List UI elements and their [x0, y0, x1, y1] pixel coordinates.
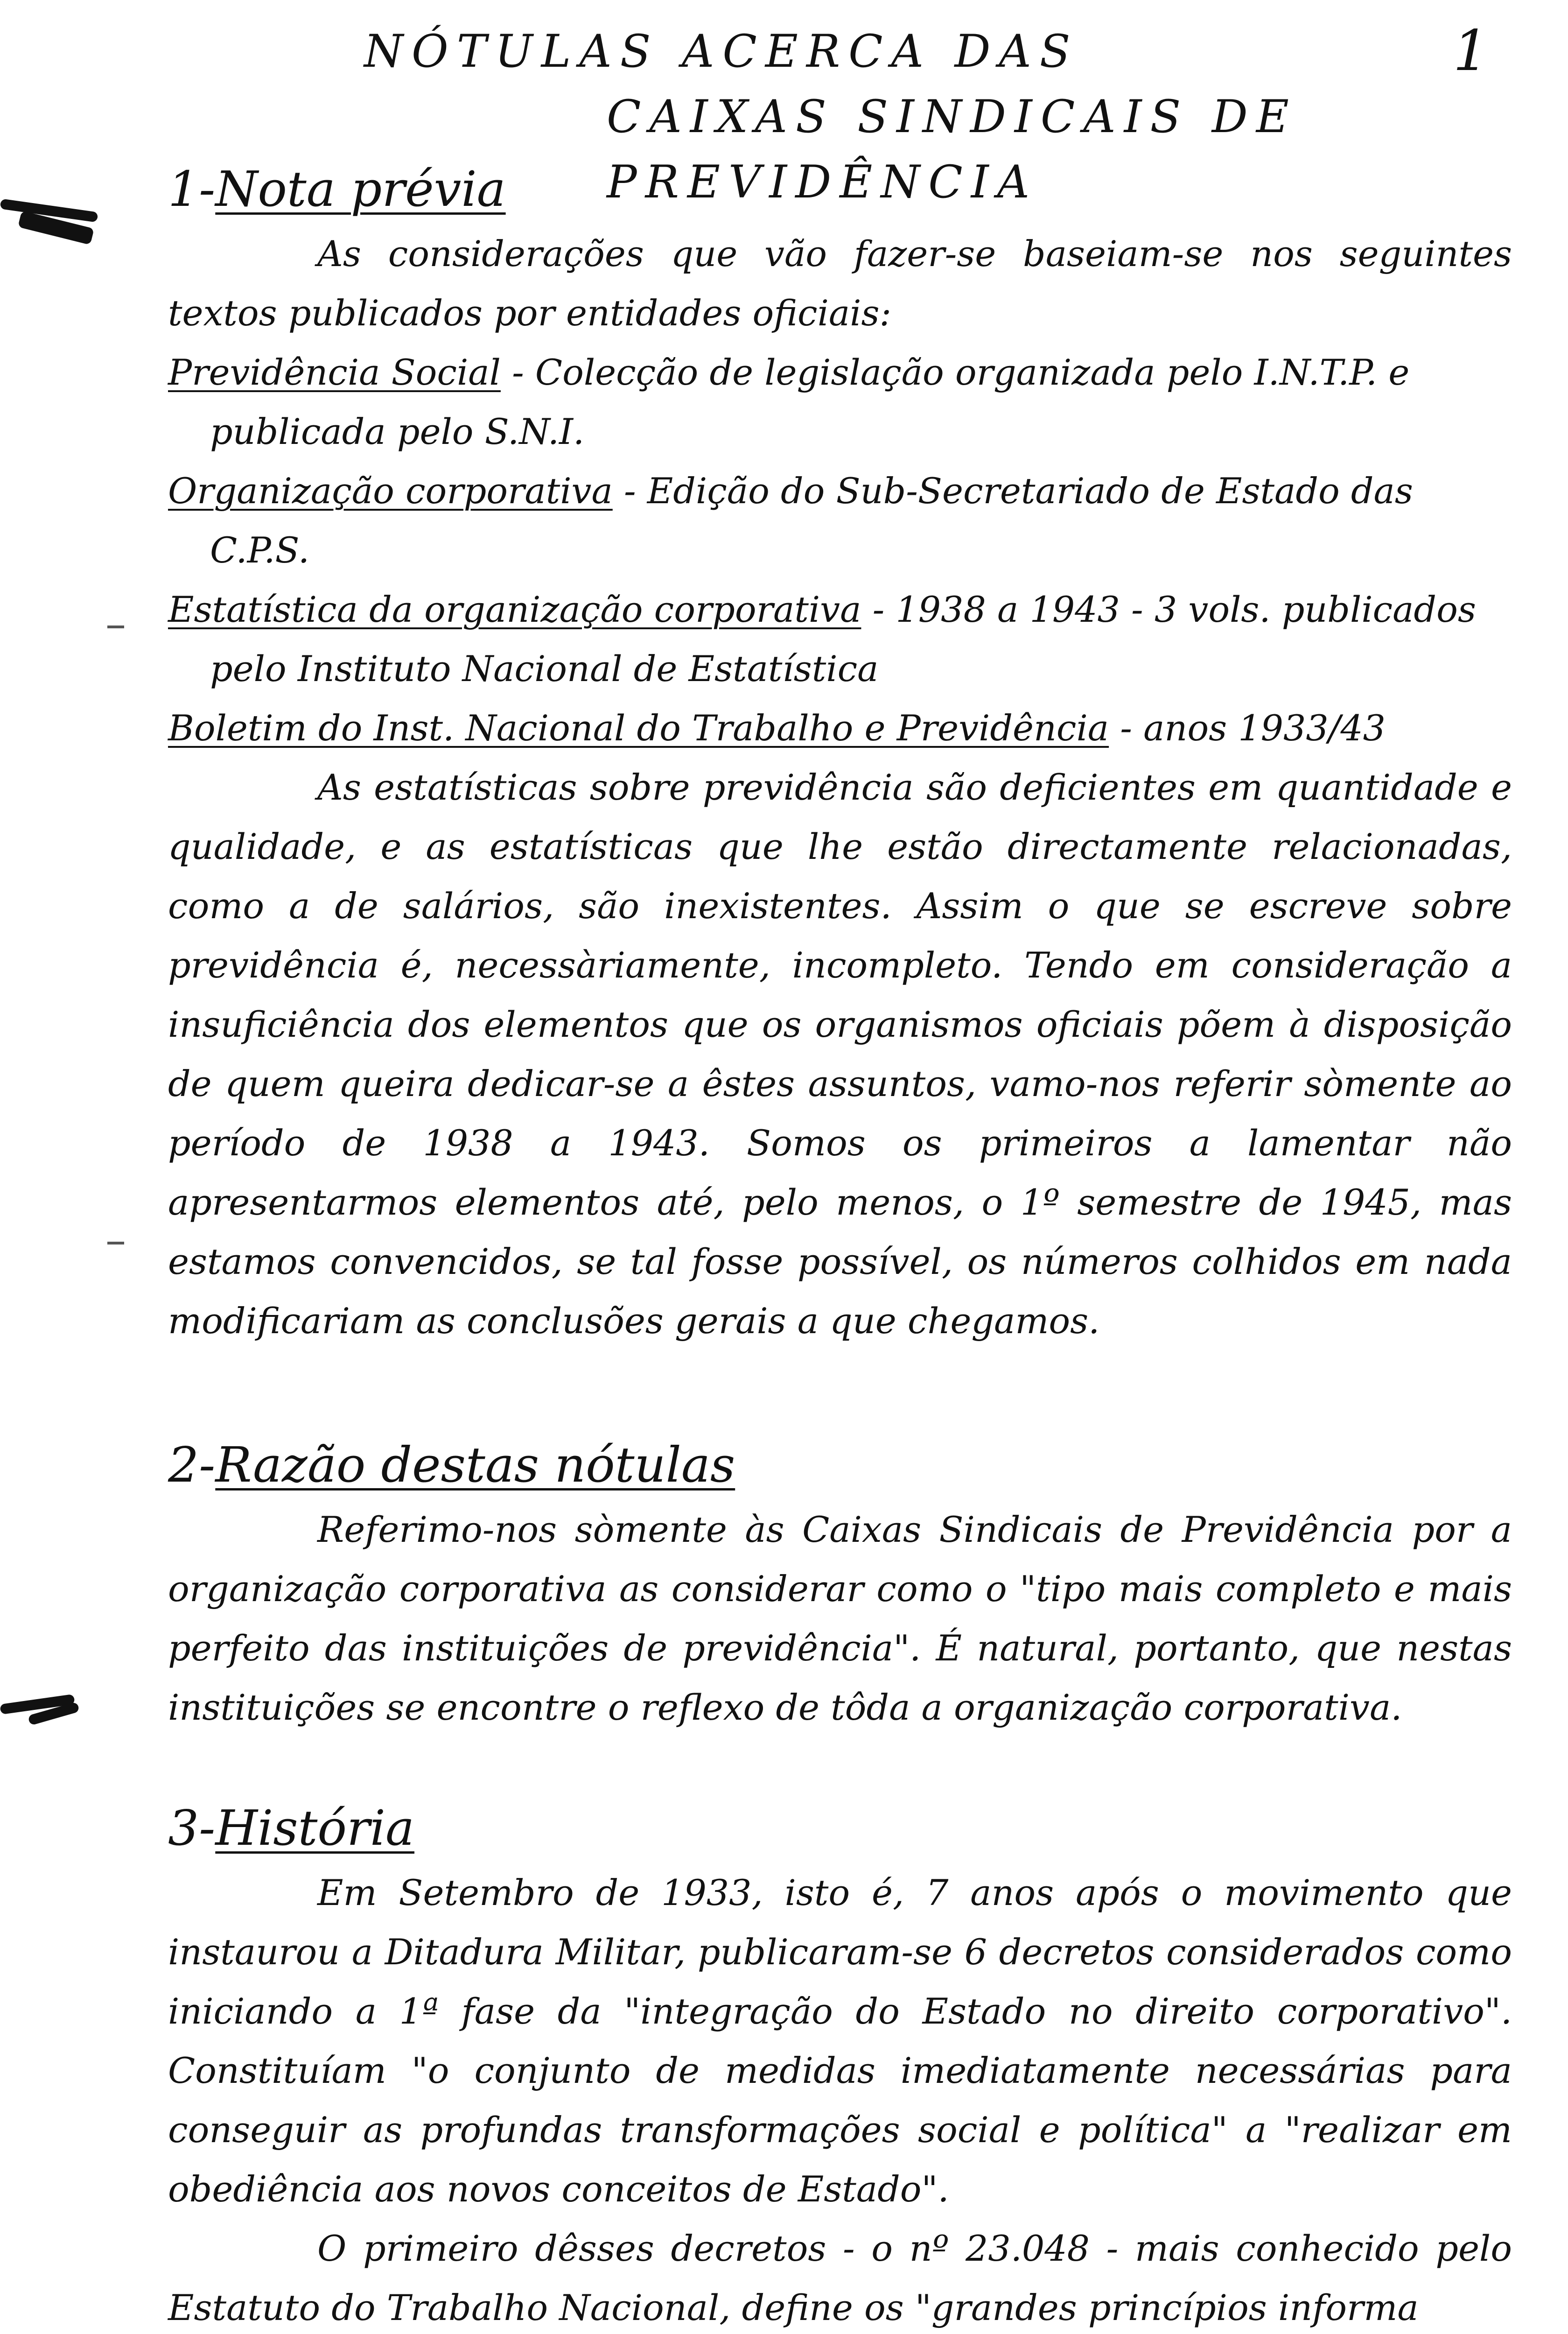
section-spacer: [168, 1350, 1512, 1430]
section-number: 3-: [168, 1800, 216, 1856]
margin-tick: [107, 626, 124, 628]
document-body: [168, 154, 1512, 2334]
source-title: Boletim do Inst. Nacional do Trabalho e Previdência: [168, 707, 1109, 749]
source-item: [168, 461, 1512, 580]
source-item: [168, 343, 1512, 461]
source-title: Organização corporativa: [168, 470, 613, 512]
source-detail: - 1938 a 1943 - 3 vols. publicados pelo Instituto Nacional de Estatística: [210, 589, 1476, 689]
section-title: História: [215, 1800, 415, 1856]
section-historia: [168, 1793, 1512, 2334]
section-paragraph: O primeiro dêsses decretos - o nº 23.048 - mais conhecido pelo Estatuto do Trabalho Nacional, define os "grandes princípios informa: [168, 2228, 1512, 2328]
section-paragraph: Referimo-nos sòmente às Caixas Sindicais de Previdência por a organização corporativa as considerar como o "tipo mais completo e mais perfeito das instituições de previdência". É natural, portanto, que nestas instituições se encontre o reflexo de tôda a organização corporativa.: [168, 1509, 1512, 1728]
title-line-2: CAIXAS SINDICAIS DE PREVIDÊNCIA: [607, 91, 1297, 208]
margin-tick: [107, 1242, 124, 1244]
source-detail: - anos 1933/43: [1109, 707, 1386, 749]
source-detail: - Edição do Sub-Secretariado de Estado das C.P.S.: [210, 470, 1413, 571]
source-title: Previdência Social: [168, 352, 501, 393]
source-title: Estatística da organização corporativa: [168, 589, 861, 630]
section-heading: [168, 1430, 1512, 1500]
section-intro: As considerações que vão fazer-se baseiam-se nos seguintes textos publicados por entidades oficiais:: [168, 233, 1512, 334]
title-line-1: NÓTULAS ACERCA DAS: [364, 25, 1079, 77]
section-title: Razão destas nótulas: [215, 1436, 735, 1493]
section-number: 2-: [168, 1436, 216, 1493]
section-heading: [168, 1793, 1512, 1863]
source-list: [168, 343, 1512, 758]
source-item: [168, 580, 1512, 698]
section-title: Nota prévia: [215, 161, 506, 218]
section-razao: [168, 1430, 1512, 1737]
page-number: 1: [1453, 19, 1489, 84]
source-detail: - Colecção de legislação organizada pelo I.N.T.P. e publicada pelo S.N.I.: [210, 352, 1410, 452]
source-item: [168, 698, 1512, 758]
section-heading: [168, 154, 1512, 224]
section-paragraph: As estatísticas sobre previdência são deficientes em quantidade e qualidade, e as estatísticas que lhe estão directamente relacionadas, como a de salários, são inexistentes. Assim o que se escreve sobre previdência é, necessàriamente, incompleto. Tendo em consideração a insuficiência dos elementos que os organismos oficiais põem à disposição de quem queira dedicar-se a êstes assuntos, vamo-nos referir sòmente ao período de 1938 a 1943. Somos os primeiros a lamentar não apresentarmos elementos até, pelo menos, o 1º semestre de 1945, mas estamos convencidos, se tal fosse possível, os números colhidos em nada modificariam as conclusões gerais a que chegamos.: [168, 766, 1512, 1342]
section-number: 1-: [168, 161, 216, 218]
section-paragraph: Em Setembro de 1933, isto é, 7 anos após o movimento que instaurou a Ditadura Militar, publicaram-se 6 decretos considerados como iniciando a 1ª fase da "integração do Estado no direito corporativo". Constituíam "o conjunto de medidas imediatamente necessárias para conseguir as profundas transformações social e política" a "realizar em obediência aos novos conceitos de Estado".: [168, 1872, 1512, 2210]
section-spacer: [168, 1737, 1512, 1793]
section-nota-previa: [168, 154, 1512, 1350]
